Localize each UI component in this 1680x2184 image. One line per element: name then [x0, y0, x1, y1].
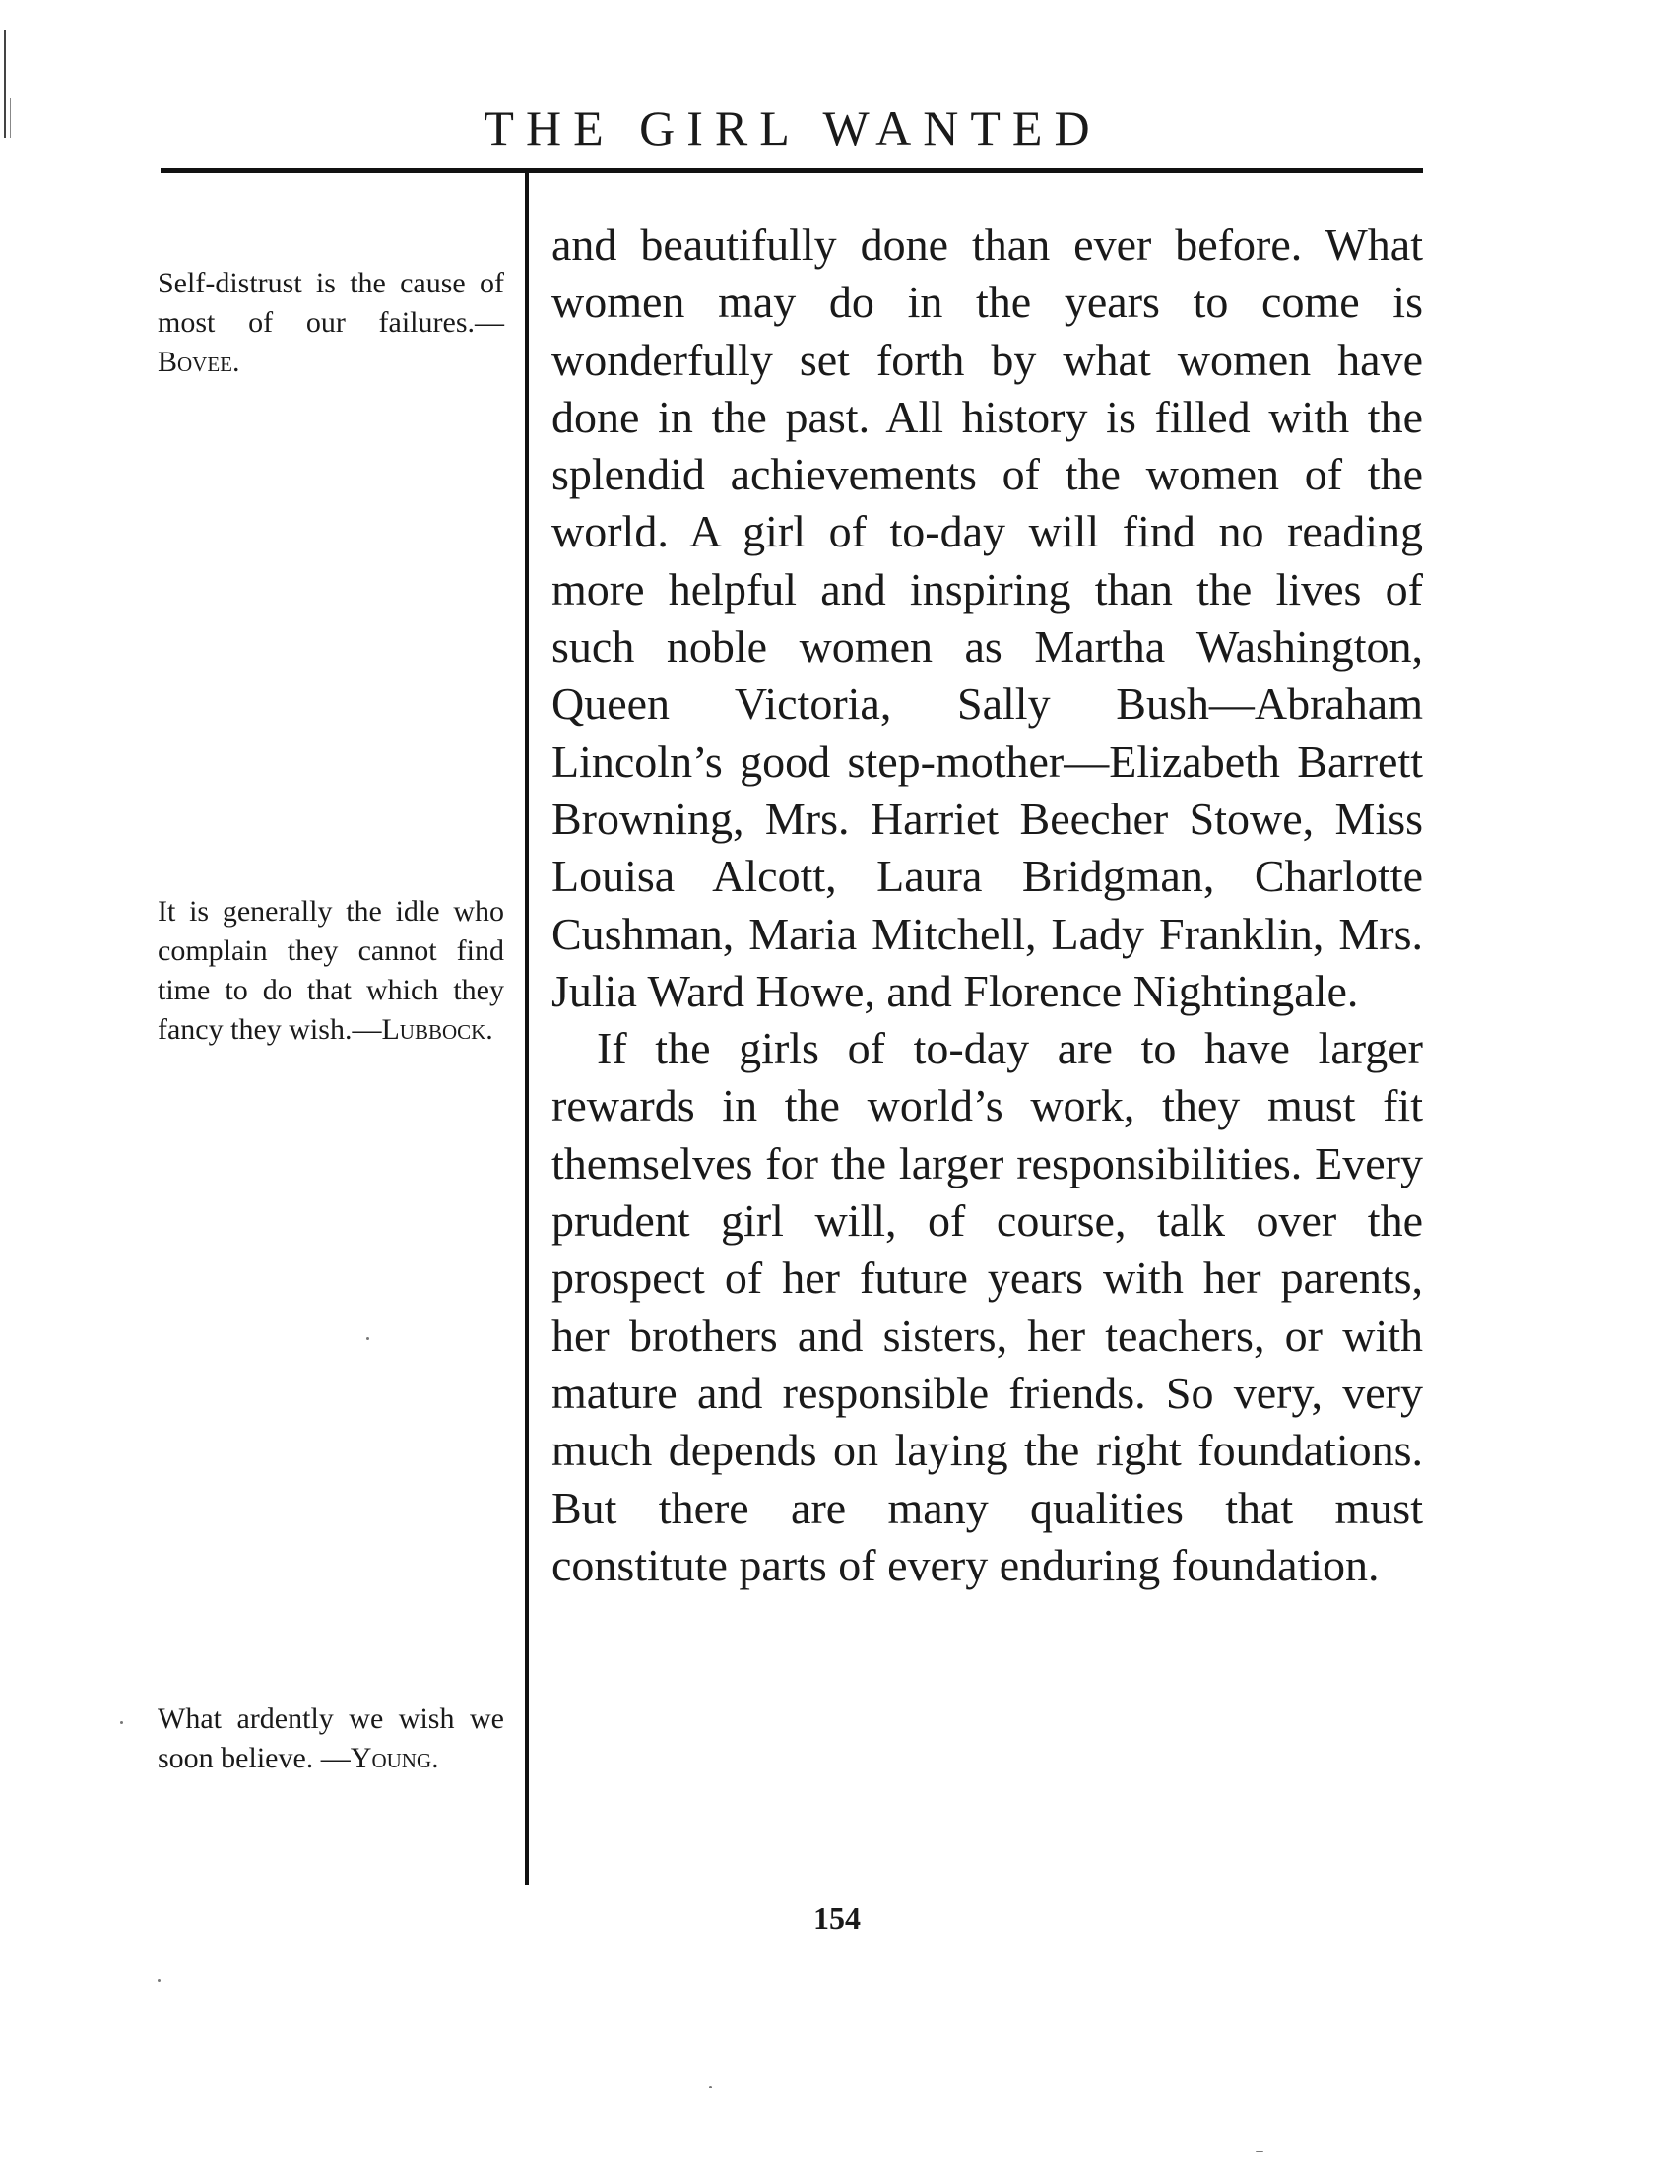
sidenote-text: It is generally the idle who complain they cannot find time to do that which they fancy they wish.—: [158, 895, 504, 1046]
scan-speck: [366, 1337, 369, 1340]
body-paragraph: If the girls of to-day are to have larger rewards in the world’s work, they must fit themselves for the larger responsibilities. Every prudent girl will, of course, talk over the prospect of her future years with her parents, her brothers and sisters, her teachers, or with mature and responsible friends. So very, very much depends on laying the right foundations. But there are many qualities that must constitute parts of every enduring foundation.: [551, 1023, 1423, 1590]
sidenote-text: What ardently we wish we soon believe. —: [158, 1702, 504, 1774]
column-rule: [525, 171, 529, 1885]
sidenote-attribution: Bovee.: [158, 346, 240, 378]
running-head: THE GIRL WANTED: [484, 100, 1102, 156]
sidenote-quote: [158, 1700, 504, 1778]
sidenote-attribution: Lubbock.: [381, 1013, 493, 1046]
scan-margin-mark: [10, 98, 11, 138]
body-text: [551, 217, 1423, 1594]
sidenote-text: Self-distrust is the cause of most of our failures.—: [158, 267, 504, 339]
scan-speck: [709, 2086, 712, 2088]
sidenote-quote: [158, 264, 504, 382]
header-rule: [161, 168, 1423, 173]
page-number: 154: [813, 1900, 861, 1936]
scan-speck: [158, 1979, 161, 1982]
sidenote-quote: [158, 892, 504, 1050]
scan-speck: [120, 1721, 123, 1724]
sidenote-attribution: Young.: [350, 1742, 439, 1774]
scan-speck: [1256, 2151, 1263, 2152]
body-paragraph: and beautifully done than ever before. What women may do in the years to come is wonderfully set forth by what women have done in the past. All history is filled with the splendid achievements of the women of the world. A girl of to-day will find no reading more helpful and inspiring than the lives of such noble women as Martha Washington, Queen Victoria, Sally Bush—Abraham Lincoln’s good step-mother—Elizabeth Barrett Browning, Mrs. Harriet Beecher Stowe, Miss Louisa Alcott, Laura Bridgman, Charlotte Cushman, Maria Mitchell, Lady Franklin, Mrs. Julia Ward Howe, and Florence Nightingale.: [551, 220, 1423, 1016]
scan-margin-mark: [4, 30, 6, 138]
